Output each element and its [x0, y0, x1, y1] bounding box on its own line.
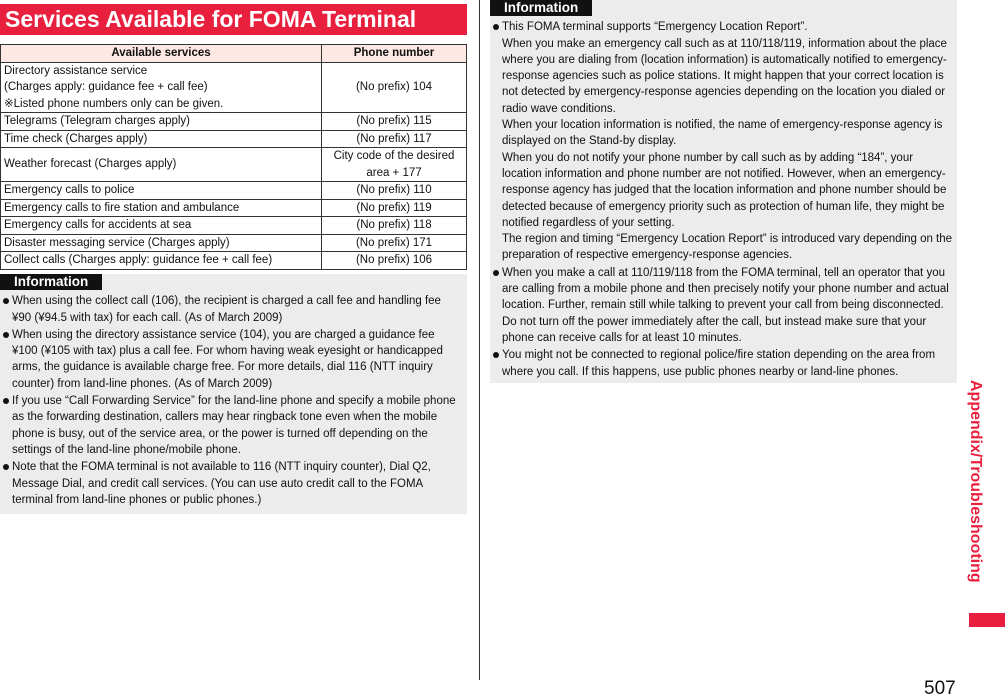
service-cell: [1, 62, 322, 113]
info-item: When using the collect call (106), the recipient is charged a call fee and handling fee ¥90 (¥94.5 with tax) for each call. (As of March 2009): [2, 293, 463, 326]
header-phone: Phone number: [322, 45, 467, 63]
phone-cell: (No prefix) 118: [322, 217, 467, 235]
info-box-left: [0, 274, 467, 514]
services-table: [0, 44, 467, 270]
service-cell: Time check (Charges apply): [1, 130, 322, 148]
phone-cell: (No prefix) 119: [322, 199, 467, 217]
phone-cell: (No prefix) 104: [322, 62, 467, 113]
info-label: Information: [0, 274, 102, 290]
service-cell: Telegrams (Telegram charges apply): [1, 113, 322, 131]
table-row: [1, 182, 467, 200]
service-line: ※Listed phone numbers only can be given.: [4, 97, 224, 110]
phone-cell: City code of the desired area + 177: [322, 148, 467, 182]
section-tab-marker: [969, 613, 1005, 627]
info-paragraph: When you do not notify your phone number by call such as by adding “184”, your location information and phone number are not notified. However, when an emergency-response agency has judged that the location information and phone number should be detected because of emergency priority such as protection of human life, they might be notified regardless of your setting.: [502, 151, 947, 229]
page-number: 507: [924, 678, 956, 699]
info-item: You might not be connected to regional police/fire station depending on the area from where you call. If this happens, use public phones nearby or land-line phones.: [492, 347, 953, 380]
phone-cell: (No prefix) 117: [322, 130, 467, 148]
info-paragraph: This FOMA terminal supports “Emergency Location Report”.: [502, 21, 808, 34]
info-item: [492, 19, 953, 263]
service-line: Directory assistance service: [4, 64, 148, 77]
service-cell: Emergency calls to police: [1, 182, 322, 200]
info-paragraph: When you make an emergency call such as at 110/118/119, information about the place where you are dialing from (location information) is automatically notified to emergency-response agencies such as police stations. It might happen that your correct location is not detected by emergency-response agencies depending on the location you dialed or radio wave conditions.: [502, 37, 947, 115]
info-paragraph: When your location information is notified, the name of emergency-response agency is displayed on the Stand-by display.: [502, 119, 943, 148]
table-row: [1, 217, 467, 235]
service-cell: Disaster messaging service (Charges apply): [1, 234, 322, 252]
phone-cell: (No prefix) 106: [322, 252, 467, 270]
service-line: (Charges apply: guidance fee + call fee): [4, 81, 208, 93]
table-row: [1, 130, 467, 148]
info-item: Note that the FOMA terminal is not available to 116 (NTT inquiry counter), Dial Q2, Message Dial, and credit call services. (You can use auto credit call to the FOMA terminal from land-line phones or public phones.): [2, 459, 463, 508]
phone-cell: (No prefix) 171: [322, 234, 467, 252]
table-header-row: [1, 45, 467, 63]
info-paragraph: The region and timing “Emergency Location Report” is introduced vary depending on the preparation of respective emergency-response agencies.: [502, 233, 953, 262]
table-row: [1, 252, 467, 270]
info-box-right: [490, 0, 957, 383]
info-item: If you use “Call Forwarding Service” for the land-line phone and specify a mobile phone as the forwarding destination, callers may hear ringback tone even when the mobile phone is busy, out of the service area, or the power is turned off depending on the settings of the land-line phone/mobile phone.: [2, 393, 463, 458]
phone-cell: (No prefix) 115: [322, 113, 467, 131]
service-cell: Collect calls (Charges apply: guidance fee + call fee): [1, 252, 322, 270]
phone-cell: (No prefix) 110: [322, 182, 467, 200]
service-cell: Weather forecast (Charges apply): [1, 148, 322, 182]
table-row: [1, 113, 467, 131]
column-divider: [479, 0, 480, 680]
table-row: [1, 199, 467, 217]
table-row: [1, 234, 467, 252]
info-item: When using the directory assistance service (104), you are charged a guidance fee ¥100 (¥105 with tax) plus a call fee. For whom having weak eyesight or handicapped arms, the guidance is available charge free. For more details, dial 116 (NTT inquiry counter) from land-line phones. (As of March 2009): [2, 327, 463, 392]
info-item: When you make a call at 110/119/118 from the FOMA terminal, tell an operator that you are calling from a mobile phone and then precisely notify your phone number and actual location. Further, remain still while talking to prevent your call from being disconnected. Do not turn off the power immediately after the call, but instead make sure that your phone can receive calls for at least 10 minutes.: [492, 265, 953, 346]
section-side-label: Appendix/Troubleshooting: [967, 380, 984, 583]
info-label: Information: [490, 0, 592, 16]
header-services: Available services: [1, 45, 322, 63]
page-title: Services Available for FOMA Terminal: [0, 4, 467, 35]
table-row: [1, 148, 467, 182]
service-cell: Emergency calls for accidents at sea: [1, 217, 322, 235]
table-row: [1, 62, 467, 113]
service-cell: Emergency calls to fire station and ambulance: [1, 199, 322, 217]
